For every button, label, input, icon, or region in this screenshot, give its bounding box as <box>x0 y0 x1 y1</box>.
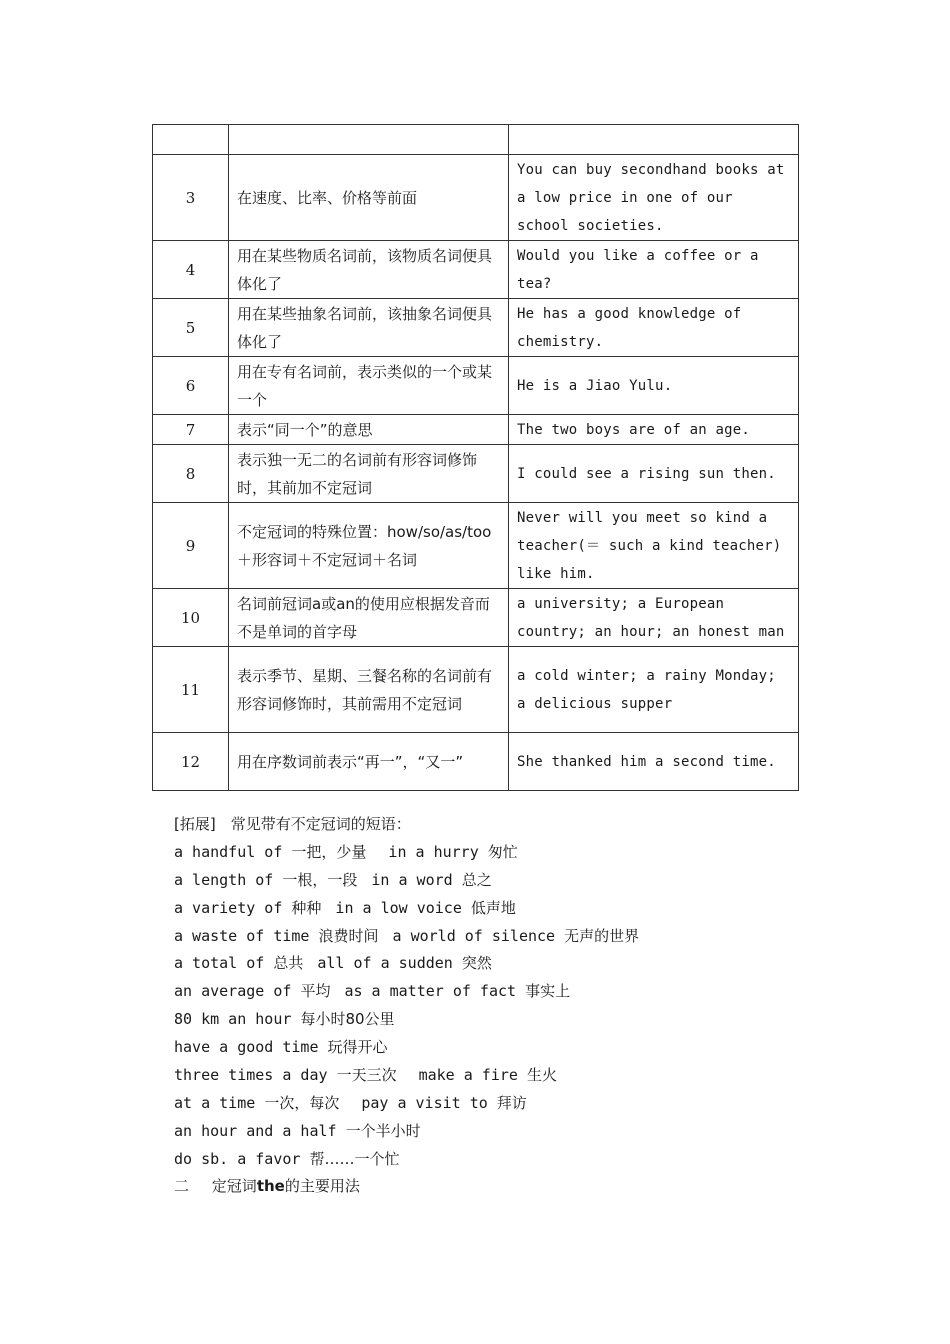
table-row <box>153 241 799 299</box>
phrase-line <box>174 1034 874 1062</box>
row-number: 9 <box>153 503 229 589</box>
table-row <box>153 155 799 241</box>
table-row <box>153 733 799 791</box>
example-cell: The two boys are of an age. <box>509 415 799 445</box>
row-number: 3 <box>153 155 229 241</box>
phrase-line <box>174 839 874 867</box>
phrase-line <box>174 867 874 895</box>
usage-cell: 用在某些抽象名词前，该抽象名词便具体化了 <box>229 299 509 357</box>
row-number <box>153 125 229 155</box>
phrase-cn: 生火 <box>526 1066 557 1085</box>
example-cell: You can buy secondhand books at a low price in one of our school societies. <box>509 155 799 241</box>
table-row <box>153 589 799 647</box>
phrase-en: all of a sudden <box>317 954 462 973</box>
table-row <box>153 445 799 503</box>
phrase-cn: 每小时80公里 <box>300 1010 395 1029</box>
example-cell: He has a good knowledge of chemistry. <box>509 299 799 357</box>
phrase-cn: 种种 <box>291 898 322 917</box>
row-number: 4 <box>153 241 229 299</box>
phrase-line <box>174 1006 874 1034</box>
usage-cell: 用在序数词前表示“再一”，“又一” <box>229 733 509 791</box>
example-cell: I could see a rising sun then. <box>509 445 799 503</box>
phrase-line <box>174 1146 874 1174</box>
row-number: 10 <box>153 589 229 647</box>
usage-cell: 表示独一无二的名词前有形容词修饰时，其前加不定冠词 <box>229 445 509 503</box>
phrase-cn: 事实上 <box>525 982 571 1001</box>
row-number: 11 <box>153 647 229 733</box>
phrase-cn: 一次，每次 <box>264 1093 340 1112</box>
phrase-en: make a fire <box>418 1066 527 1085</box>
phrase-cn: 玩得开心 <box>327 1038 388 1057</box>
section-keyword: the <box>256 1177 285 1195</box>
phrase-en: a world of silence <box>392 926 565 945</box>
example-cell: Would you like a coffee or a tea? <box>509 241 799 299</box>
extension-title: [拓展] 常见带有不定冠词的短语： <box>174 815 411 833</box>
phrase-en: a total of <box>174 954 274 973</box>
table-row <box>153 503 799 589</box>
table-row <box>153 125 799 155</box>
phrase-en: an average of <box>174 982 301 1001</box>
phrase-en: have a good time <box>174 1038 328 1057</box>
phrase-cn: 帮……一个忙 <box>309 1149 400 1168</box>
usage-cell: 不定冠词的特殊位置：how/so/as/too＋形容词＋不定冠词＋名词 <box>229 503 509 589</box>
phrase-en: a variety of <box>174 898 292 917</box>
usage-cell <box>229 125 509 155</box>
phrase-cn: 总之 <box>461 870 492 889</box>
phrase-cn: 一天三次 <box>336 1066 397 1085</box>
usage-cell: 用在专有名词前，表示类似的一个或某一个 <box>229 357 509 415</box>
phrase-line <box>174 923 874 951</box>
phrase-line <box>174 950 874 978</box>
example-cell: He is a Jiao Yulu. <box>509 357 799 415</box>
row-number: 5 <box>153 299 229 357</box>
table-row <box>153 357 799 415</box>
example-cell: Never will you meet so kind a teacher(＝ such a kind teacher) like him. <box>509 503 799 589</box>
phrase-en: a waste of time <box>174 926 319 945</box>
row-number: 6 <box>153 357 229 415</box>
phrase-cn: 总共 <box>273 954 304 973</box>
usage-cell: 表示季节、星期、三餐名称的名词前有形容词修饰时，其前需用不定冠词 <box>229 647 509 733</box>
phrase-line <box>174 1118 874 1146</box>
phrase-cn: 低声地 <box>470 898 516 917</box>
phrase-en: in a low voice <box>335 898 471 917</box>
example-cell: She thanked him a second time. <box>509 733 799 791</box>
phrase-cn: 一根，一段 <box>282 870 358 889</box>
section-heading <box>174 1172 360 1200</box>
phrase-extension <box>174 811 874 1174</box>
table-row <box>153 299 799 357</box>
section-suffix: 的主要用法 <box>284 1177 360 1195</box>
row-number: 12 <box>153 733 229 791</box>
usage-cell: 用在某些物质名词前，该物质名词便具体化了 <box>229 241 509 299</box>
usage-cell: 名词前冠词a或an的使用应根据发音而不是单词的首字母 <box>229 589 509 647</box>
phrase-cn: 浪费时间 <box>318 926 379 945</box>
phrase-line <box>174 895 874 923</box>
phrase-line <box>174 1090 874 1118</box>
phrase-line <box>174 1062 874 1090</box>
phrase-line <box>174 978 874 1006</box>
phrase-cn: 无声的世界 <box>564 926 640 945</box>
phrase-en: at a time <box>174 1093 265 1112</box>
table-row <box>153 415 799 445</box>
phrase-en: three times a day <box>174 1066 337 1085</box>
phrase-en: 80 km an hour <box>174 1010 301 1029</box>
section-number: 二 <box>174 1177 190 1195</box>
phrase-en: a handful of <box>174 842 292 861</box>
article-usage-table <box>152 124 799 791</box>
phrase-en: pay a visit to <box>361 1093 497 1112</box>
phrase-cn: 一把，少量 <box>291 842 367 861</box>
phrase-cn: 突然 <box>461 954 492 973</box>
phrase-en: as a matter of fact <box>344 982 526 1001</box>
example-cell: a cold winter; a rainy Monday; a delicious supper <box>509 647 799 733</box>
usage-cell: 表示“同一个”的意思 <box>229 415 509 445</box>
phrase-cn: 拜访 <box>496 1093 527 1112</box>
phrase-en: a length of <box>174 870 283 889</box>
phrase-cn: 匆忙 <box>487 842 518 861</box>
row-number: 8 <box>153 445 229 503</box>
usage-cell: 在速度、比率、价格等前面 <box>229 155 509 241</box>
phrase-en: in a hurry <box>388 842 488 861</box>
phrase-cn: 平均 <box>300 982 331 1001</box>
phrase-en: do sb. a favor <box>174 1149 310 1168</box>
section-prefix: 定冠词 <box>211 1177 257 1195</box>
phrase-en: in a word <box>371 870 462 889</box>
example-cell: a university; a European country; an hour; an honest man <box>509 589 799 647</box>
phrase-cn: 一个半小时 <box>345 1121 421 1140</box>
phrase-en: an hour and a half <box>174 1121 346 1140</box>
row-number: 7 <box>153 415 229 445</box>
table-row <box>153 647 799 733</box>
example-cell <box>509 125 799 155</box>
